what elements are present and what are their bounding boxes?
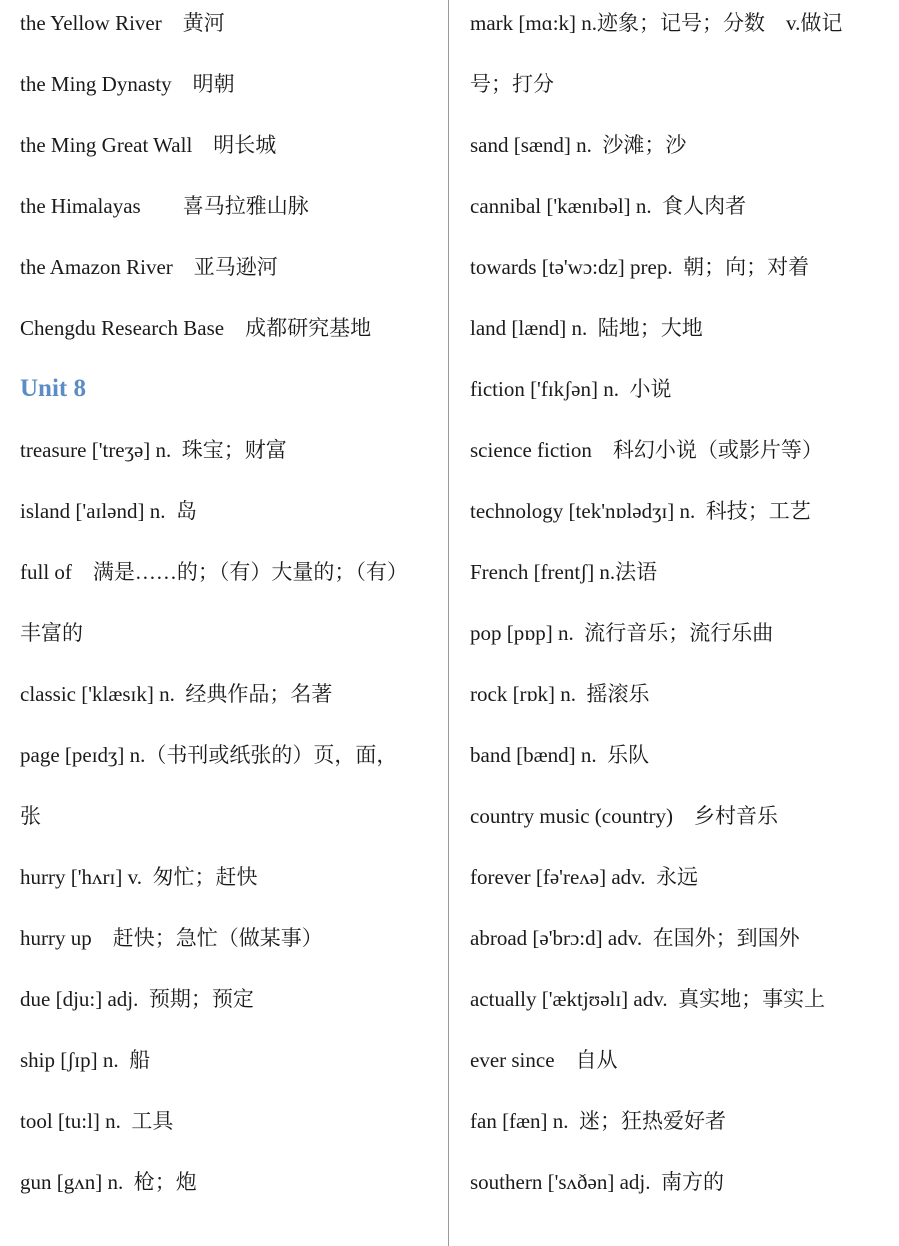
vocab-entry: fan [fæn] n. 迷；狂热爱好者: [470, 1109, 727, 1133]
vocab-entry: country music (country) 乡村音乐: [470, 804, 778, 828]
column-divider: [448, 0, 449, 1246]
vocab-entry: southern ['sʌðən] adj. 南方的: [470, 1170, 724, 1194]
vocab-entry: towards [tə'wɔ:dz] prep. 朝；向；对着: [470, 255, 810, 279]
vocab-entry: the Ming Great Wall 明长城: [20, 133, 277, 157]
vocab-entry: band [bænd] n. 乐队: [470, 743, 650, 767]
vocab-entry: hurry ['hʌrɪ] v. 匆忙；赶快: [20, 865, 258, 889]
vocab-entry: land [lænd] n. 陆地；大地: [470, 316, 703, 340]
vocab-entry: tool [tu:l] n. 工具: [20, 1109, 174, 1133]
vocab-entry: the Himalayas 喜马拉雅山脉: [20, 194, 309, 218]
vocab-entry: treasure ['treʒə] n. 珠宝；财富: [20, 438, 287, 462]
vocab-entry: ever since 自从: [470, 1048, 618, 1072]
vocab-entry: full of 满是……的；（有）大量的；（有）: [20, 560, 408, 584]
vocab-entry: rock [rɒk] n. 摇滚乐: [470, 682, 650, 706]
vocab-entry: sand [sænd] n. 沙滩；沙: [470, 133, 687, 157]
vocab-entry: the Amazon River 亚马逊河: [20, 255, 278, 279]
vocab-entry: ship [ʃɪp] n. 船: [20, 1048, 151, 1072]
vocab-entry: abroad [ə'brɔ:d] adv. 在国外；到国外: [470, 926, 800, 950]
unit-heading: Unit 8: [20, 375, 86, 402]
vocab-entry: forever [fə'reʌə] adv. 永远: [470, 865, 699, 889]
vocab-entry: cannibal ['kænɪbəl] n. 食人肉者: [470, 194, 747, 218]
vocab-entry-continuation: 丰富的: [20, 621, 83, 645]
vocab-entry-continuation: 张: [20, 804, 41, 828]
vocab-entry: mark [mɑ:k] n.迹象；记号；分数 v.做记: [470, 11, 843, 35]
vocab-entry: fiction ['fɪkʃən] n. 小说: [470, 377, 672, 401]
vocab-entry: French [frentʃ] n.法语: [470, 560, 658, 584]
vocab-entry: due [dju:] adj. 预期；预定: [20, 987, 254, 1011]
vocab-entry: the Ming Dynasty 明朝: [20, 72, 235, 96]
vocab-entry: hurry up 赶快；急忙（做某事）: [20, 926, 323, 950]
vocab-entry: pop [pɒp] n. 流行音乐；流行乐曲: [470, 621, 774, 645]
vocab-entry: island ['aɪlənd] n. 岛: [20, 499, 197, 523]
vocab-entry: actually ['æktjʊəlɪ] adv. 真实地；事实上: [470, 987, 826, 1011]
vocab-entry: page [peɪdʒ] n.（书刊或纸张的）页，面，: [20, 743, 398, 767]
vocab-entry: science fiction 科幻小说（或影片等）: [470, 438, 823, 462]
vocab-entry: technology [tek'nɒlədʒɪ] n. 科技；工艺: [470, 499, 811, 523]
vocab-entry: the Yellow River 黄河: [20, 11, 225, 35]
vocab-entry: gun [gʌn] n. 枪；炮: [20, 1170, 197, 1194]
vocab-entry: classic ['klæsɪk] n. 经典作品；名著: [20, 682, 333, 706]
vocab-entry: Chengdu Research Base 成都研究基地: [20, 316, 372, 340]
vocab-entry-continuation: 号；打分: [470, 72, 554, 96]
